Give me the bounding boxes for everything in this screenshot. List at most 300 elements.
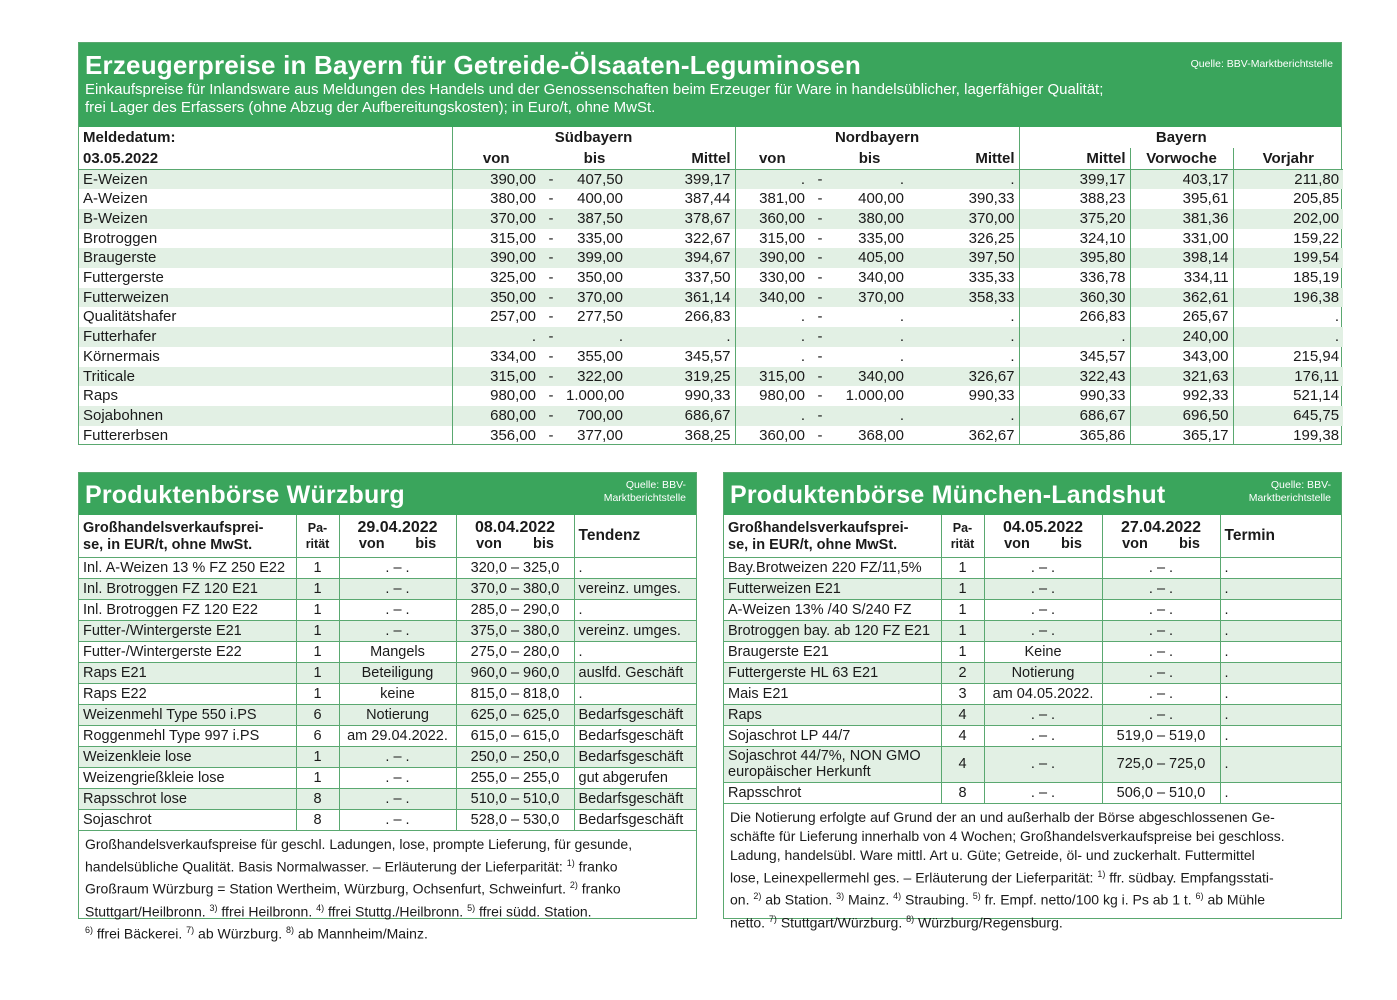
sued-mittel: 319,25: [627, 367, 735, 387]
wuerzburg-hdr-paritaet: [296, 515, 339, 557]
muenchen-note-6: netto. $^{7)}$ Stuttgart/Würzburg. $^{8)}$ Würzburg/Regensburg.: [730, 913, 1063, 931]
product-name: Inl. Brotroggen FZ 120 E22: [79, 599, 296, 620]
paritaet: 1: [296, 557, 339, 578]
product-name: Weizengrießkleie lose: [79, 767, 296, 788]
wuerzburg-note-5b: ab Würzburg.: [194, 926, 283, 943]
col-sued-bis: bis: [562, 148, 627, 169]
sued-von: 380,00: [452, 189, 540, 209]
nord-dash: -: [817, 387, 823, 405]
bayern-vorjahr: 205,85: [1233, 189, 1343, 209]
wuerzburg-note-5a: ffrei Bäckerei.: [93, 926, 183, 943]
price-date1: . – .: [984, 599, 1102, 620]
sued-dash: -: [548, 269, 554, 287]
product-name: Rapsschrot lose: [79, 788, 296, 809]
tendenz: gut abgerufen: [574, 767, 696, 788]
price-date2: 815,0 – 818,0: [456, 683, 574, 704]
muenchen-hdr-date1: [984, 515, 1102, 557]
bayern-mittel: 365,86: [1019, 426, 1130, 446]
tendenz: Bedarfsgeschäft: [574, 809, 696, 830]
muenchen-note-5b: ab Station.: [761, 891, 833, 908]
tendenz: .: [574, 641, 696, 662]
muenchen-source: [1221, 479, 1331, 505]
product-name: Sojaschrot: [79, 809, 296, 830]
table-row: [79, 767, 696, 788]
paritaet: 1: [296, 620, 339, 641]
paritaet: 8: [296, 809, 339, 830]
bayern-vorjahr: 199,54: [1233, 248, 1343, 268]
col-nord-mittel: Mittel: [908, 148, 1019, 169]
tendenz: vereinz. umges.: [574, 578, 696, 599]
nord-von: .: [735, 347, 809, 367]
muenchen-hdr-date2: [1102, 515, 1220, 557]
muenchen-hdr-product-2: se, in EUR/t, ohne MwSt.: [728, 536, 898, 553]
muenchen-date1: 04.05.2022: [1002, 518, 1084, 536]
bayern-mittel: 322,43: [1019, 367, 1130, 387]
muenchen-hdr-paritaet: [941, 515, 984, 557]
bayern-vorwoche: 403,17: [1130, 169, 1233, 189]
muenchen-note-4-suffix: ffr. südbay. Empfangsstati-: [1105, 869, 1274, 886]
wuerzburg-title: Produktenbörse Würzburg: [85, 481, 405, 509]
wuerzburg-hdr-paritaet-1: Pa-: [307, 520, 328, 535]
nord-von: 360,00: [735, 426, 809, 446]
paritaet: 4: [941, 704, 984, 725]
price-date1: . – .: [984, 725, 1102, 746]
product-name: Qualitätshafer: [83, 308, 177, 326]
paritaet: 1: [296, 599, 339, 620]
nord-von: 360,00: [735, 209, 809, 229]
product-name: Bay.Brotweizen 220 FZ/11,5%: [724, 557, 941, 578]
muenchen-hdr-product: [724, 515, 941, 557]
price-date1: Notierung: [984, 662, 1102, 683]
paritaet: 1: [941, 578, 984, 599]
table-row: [79, 268, 1343, 288]
muenchen-note: [724, 803, 1341, 933]
product-name-line-1: Sojaschrot 44/7%, NON GMO: [728, 748, 921, 764]
sued-mittel: 361,14: [627, 288, 735, 308]
price-date2: . – .: [1102, 704, 1220, 725]
sued-von: 325,00: [452, 268, 540, 288]
nord-dash: -: [809, 248, 831, 268]
wuerzburg-hdr-date1: [339, 515, 456, 557]
table-row: [79, 426, 1343, 446]
product-name: Futtergerste: [83, 269, 164, 287]
price-date2: 255,0 – 255,0: [456, 767, 574, 788]
tendenz: Bedarfsgeschäft: [574, 746, 696, 767]
nord-bis: 370,00: [831, 288, 908, 308]
sued-bis: 399,00: [562, 248, 627, 268]
tendenz: Bedarfsgeschäft: [574, 788, 696, 809]
sued-mittel: 368,25: [684, 426, 731, 444]
wuerzburg-date2: 08.04.2022: [474, 518, 556, 536]
table-row: [79, 662, 696, 683]
paritaet: 1: [296, 578, 339, 599]
product-name: A-Weizen: [83, 190, 148, 208]
erzeugerpreise-desc-1: Einkaufspreise für Inlandsware aus Meldungen des Handels und der Genossenschaften beim Erzeuger für Ware in handelsüblicher, lagerfähiger Qualität;: [85, 81, 1104, 98]
meldedatum-label: Meldedatum:: [83, 129, 176, 146]
sued-dash: -: [540, 327, 562, 347]
nord-von: 340,00: [735, 288, 809, 308]
nord-bis: 400,00: [858, 190, 905, 208]
nord-dash: -: [817, 269, 823, 287]
nord-dash: -: [809, 327, 831, 347]
nord-mittel: .: [1010, 308, 1015, 326]
price-date2: 519,0 – 519,0: [1102, 725, 1220, 746]
table-row: [724, 578, 1341, 599]
sued-mittel: 345,57: [684, 347, 731, 365]
price-date2: 370,0 – 380,0: [456, 578, 574, 599]
product-name: Sojabohnen: [79, 406, 452, 426]
paritaet: 8: [296, 788, 339, 809]
wuerzburg-hdr-date2: [456, 515, 574, 557]
bayern-mittel: 324,10: [1019, 229, 1130, 249]
nord-mittel: 326,25: [968, 229, 1015, 247]
sued-bis: 277,50: [577, 308, 623, 326]
muenchen-note-4-text: lose, Leinexpellermehl ges. – Erläuterung der Lieferparität:: [730, 869, 1094, 886]
tendenz: auslfd. Geschäft: [574, 662, 696, 683]
muenchen-title: Produktenbörse München-Landshut: [730, 481, 1166, 509]
nord-dash: -: [817, 308, 823, 326]
muenchen-note-5a: on.: [730, 891, 750, 908]
nord-mittel: 358,33: [908, 288, 1019, 308]
table-row: [79, 189, 1343, 209]
col-nord-bis: bis: [831, 148, 908, 169]
product-name: [724, 746, 941, 782]
muenchen-note-6a: netto.: [730, 914, 766, 931]
sued-dash: -: [540, 367, 562, 387]
termin: .: [1220, 620, 1341, 641]
price-date1: . – .: [339, 557, 456, 578]
sued-bis: 322,00: [562, 367, 627, 387]
wuerzburg-note-4a: Stuttgart/Heilbronn.: [85, 903, 206, 920]
termin: .: [1220, 641, 1341, 662]
paritaet: 1: [296, 641, 339, 662]
product-name: Futter-/Wintergerste E22: [79, 641, 296, 662]
muenchen-hdr-termin: Termin: [1220, 515, 1341, 557]
table-row: [724, 641, 1341, 662]
sued-bis: 407,50: [562, 169, 627, 189]
nord-bis: 368,00: [858, 426, 905, 444]
price-date2: . – .: [1102, 578, 1220, 599]
bayern-vorwoche: 240,00: [1130, 327, 1233, 347]
bayern-vorjahr: 211,80: [1233, 169, 1343, 189]
termin: .: [1220, 662, 1341, 683]
wuerzburg-note-4b: ffrei Heilbronn.: [217, 903, 313, 920]
sued-dash: -: [540, 169, 562, 189]
sued-dash: -: [548, 308, 554, 326]
sued-von: 334,00: [452, 347, 540, 367]
price-date2: 275,0 – 280,0: [456, 641, 574, 662]
bayern-vorwoche: 992,33: [1130, 386, 1233, 406]
price-date2: 625,0 – 625,0: [456, 704, 574, 725]
meldedatum-value: 03.05.2022: [79, 148, 452, 169]
table-row: [724, 782, 1341, 803]
product-name: A-Weizen 13% /40 S/240 FZ: [724, 599, 941, 620]
price-date2: 506,0 – 510,0: [1102, 782, 1220, 803]
nord-von: .: [735, 169, 809, 189]
price-date1: Beteiligung: [339, 662, 456, 683]
price-date1: Notierung: [339, 704, 456, 725]
table-row: [79, 683, 696, 704]
muenchen-hdr-product-1: Großhandelsverkaufsprei-: [728, 519, 909, 536]
sued-von: 980,00: [452, 386, 540, 406]
termin: .: [1220, 683, 1341, 704]
nord-bis: 340,00: [831, 367, 908, 387]
nord-bis: 405,00: [831, 248, 908, 268]
table-row: [79, 641, 696, 662]
table-row: [79, 347, 1343, 367]
muenchen-table: [724, 515, 1341, 803]
tendenz: Bedarfsgeschäft: [574, 725, 696, 746]
nord-von: 390,00: [735, 248, 809, 268]
sued-dash: -: [548, 229, 554, 247]
price-date2: . – .: [1102, 662, 1220, 683]
bayern-vorwoche: 343,00: [1130, 347, 1233, 367]
sued-von: .: [452, 327, 540, 347]
paritaet: 1: [296, 662, 339, 683]
muenchen-source-line-1: Quelle: BBV-: [1270, 479, 1331, 491]
sued-mittel: 990,33: [684, 387, 731, 405]
sued-von: 370,00: [452, 209, 540, 229]
bayern-vorwoche: 265,67: [1130, 307, 1233, 327]
wuerzburg-hdr-tendenz: Tendenz: [574, 515, 696, 557]
wuerzburg-date1: 29.04.2022: [357, 518, 438, 536]
nord-mittel: .: [908, 327, 1019, 347]
price-date2: 510,0 – 510,0: [456, 788, 574, 809]
product-name: Braugerste: [79, 248, 452, 268]
wuerzburg-note: [79, 830, 696, 945]
nord-dash: -: [817, 347, 823, 365]
wuerzburg-hdr-product: [79, 515, 296, 557]
muenchen-note-2: schäfte für Lieferung innerhalb von 4 Wochen; Großhandelsverkaufspreise bei geschloss.: [730, 827, 1285, 844]
product-name: E-Weizen: [79, 169, 452, 189]
muenchen-date1-bis: bis: [1060, 535, 1082, 552]
product-name: Futtergerste HL 63 E21: [724, 662, 941, 683]
paritaet: 4: [941, 725, 984, 746]
bayern-vorwoche: 321,63: [1130, 367, 1233, 387]
group-bayern: Bayern: [1019, 127, 1343, 148]
product-name: Inl. A-Weizen 13 % FZ 250 E22: [79, 557, 296, 578]
wuerzburg-note-2-text: handelsübliche Qualität. Basis Normalwasser. – Erläuterung der Lieferparität:: [85, 858, 563, 875]
nord-mittel: .: [1010, 347, 1015, 365]
muenchen-note-1: Die Notierung erfolgte auf Grund der an und außerhalb der Börse abgeschlossenen Ge-: [730, 808, 1275, 825]
bayern-mittel: 990,33: [1019, 386, 1130, 406]
erzeugerpreise-table: [79, 127, 1343, 445]
sued-von: 350,00: [452, 288, 540, 308]
sued-dash: -: [548, 387, 554, 405]
bayern-vorjahr: 215,94: [1233, 347, 1343, 367]
sued-von: 680,00: [452, 406, 540, 426]
muenchen-date2: 27.04.2022: [1120, 518, 1202, 536]
sued-von: 390,00: [452, 169, 540, 189]
bayern-vorwoche: 395,61: [1130, 189, 1233, 209]
price-date1: am 29.04.2022.: [339, 725, 456, 746]
muenchen-source-line-2: Marktberichtstelle: [1248, 492, 1331, 504]
wuerzburg-source-line-2: Marktberichtstelle: [603, 492, 686, 504]
muenchen-header: [724, 473, 1341, 515]
wuerzburg-source: [576, 479, 686, 505]
bayern-vorjahr: 185,19: [1233, 268, 1343, 288]
nord-dash: -: [817, 229, 823, 247]
nord-dash: -: [809, 367, 831, 387]
product-name: Braugerste E21: [724, 641, 941, 662]
product-name: Futterweizen E21: [724, 578, 941, 599]
price-date1: . – .: [984, 557, 1102, 578]
table-row: [79, 169, 1343, 189]
product-name: B-Weizen: [79, 209, 452, 229]
bayern-vorjahr: 159,22: [1233, 229, 1343, 249]
table-row: [724, 599, 1341, 620]
erzeugerpreise-header: [79, 43, 1341, 127]
price-date1: . – .: [984, 746, 1102, 782]
muenchen-note-4: lose, Leinexpellermehl ges. – Erläuterung der Lieferparität: $^{1)}$ ffr. südbay. Empfangsstati-: [730, 868, 1274, 886]
sued-bis: 377,00: [577, 426, 623, 444]
nord-bis: .: [899, 308, 905, 326]
paritaet: 1: [941, 599, 984, 620]
product-name: Brotroggen: [83, 229, 158, 247]
muenchen-note-3: Ladung, handelsübl. Ware mittl. Art u. Güte; Getreide, öl- und zuckerhalt. Futtermittel: [730, 846, 1255, 863]
table-row: [79, 557, 696, 578]
erzeugerpreise-desc-2: frei Lager des Erfassers (ohne Abzug der Aufbereitungskosten); in Euro/t, ohne MwSt.: [85, 99, 656, 116]
paritaet: 1: [941, 557, 984, 578]
bayern-vorjahr: 645,75: [1233, 406, 1343, 426]
sued-dash: -: [548, 347, 554, 365]
muenchen-note-5c: Mainz.: [844, 891, 890, 908]
bayern-vorwoche: 362,61: [1130, 288, 1233, 308]
table-row: [79, 746, 696, 767]
price-date1: Mangels: [339, 641, 456, 662]
bayern-mittel: .: [1019, 327, 1130, 347]
termin: .: [1220, 725, 1341, 746]
price-date1: . – .: [339, 767, 456, 788]
termin: .: [1220, 578, 1341, 599]
table-row: [79, 327, 1343, 347]
wuerzburg-hdr-paritaet-2: rität: [305, 536, 330, 551]
product-name: Raps: [83, 387, 119, 405]
bayern-vorjahr: .: [1233, 327, 1343, 347]
bayern-mittel: 388,23: [1019, 189, 1130, 209]
nord-mittel: 397,50: [908, 248, 1019, 268]
wuerzburg-note-3-text: Großraum Würzburg = Station Wertheim, Würzburg, Ochsenfurt, Schweinfurt.: [85, 880, 566, 897]
price-date2: 375,0 – 380,0: [456, 620, 574, 641]
table-row: [79, 725, 696, 746]
nord-bis: 1.000,00: [845, 387, 905, 405]
bayern-mittel: 375,20: [1019, 209, 1130, 229]
wuerzburg-note-4c: ffrei Stuttg./Heilbronn.: [324, 903, 464, 920]
termin: .: [1220, 704, 1341, 725]
nord-von: 980,00: [735, 386, 809, 406]
nord-mittel: .: [908, 406, 1019, 426]
product-name: Weizenmehl Type 550 i.PS: [79, 704, 296, 725]
paritaet: 6: [296, 704, 339, 725]
termin: .: [1220, 557, 1341, 578]
col-sued-von: von: [452, 148, 540, 169]
price-date2: . – .: [1102, 620, 1220, 641]
nord-bis: 335,00: [858, 229, 905, 247]
wuerzburg-note-3-suffix: franko: [577, 880, 621, 897]
col-nord-von: von: [735, 148, 809, 169]
bayern-mittel: 686,67: [1019, 406, 1130, 426]
wuerzburg-date2-von: von: [476, 535, 502, 552]
product-name: Inl. Brotroggen FZ 120 E21: [79, 578, 296, 599]
table-row: [724, 662, 1341, 683]
paritaet: 4: [941, 746, 984, 782]
price-date1: keine: [339, 683, 456, 704]
paritaet: 8: [941, 782, 984, 803]
table-row: [79, 386, 1343, 406]
nord-bis: .: [899, 347, 905, 365]
table-row: [79, 367, 1343, 387]
wuerzburg-note-4: Stuttgart/Heilbronn. $^{3)}$ ffrei Heilbronn. $^{4)}$ ffrei Stuttg./Heilbronn. $^{5)}$ ffrei südd. Station.: [85, 902, 592, 920]
product-name: Körnermais: [83, 347, 160, 365]
price-date1: . – .: [984, 704, 1102, 725]
nord-mittel: .: [908, 169, 1019, 189]
bayern-vorjahr: 202,00: [1233, 209, 1343, 229]
nord-bis: .: [831, 169, 908, 189]
wuerzburg-note-2: handelsübliche Qualität. Basis Normalwasser. – Erläuterung der Lieferparität: $^{1)}$ franko: [85, 857, 618, 875]
wuerzburg-date1-von: von: [358, 535, 385, 552]
sued-bis: 1.000,00: [566, 387, 625, 405]
nord-dash: -: [809, 209, 831, 229]
product-name: Sojaschrot LP 44/7: [724, 725, 941, 746]
price-date1: . – .: [339, 788, 456, 809]
table-row: [79, 209, 1343, 229]
nord-dash: -: [817, 426, 823, 444]
sued-dash: -: [540, 288, 562, 308]
sued-mittel: .: [627, 327, 735, 347]
tendenz: .: [574, 683, 696, 704]
nord-dash: -: [809, 169, 831, 189]
product-name: Rapsschrot: [724, 782, 941, 803]
nord-von: 315,00: [735, 367, 809, 387]
muenchen-note-6c: Würzburg/Regensburg.: [914, 914, 1063, 931]
sued-mittel: 337,50: [684, 269, 731, 287]
sued-von: 315,00: [452, 229, 540, 249]
bayern-vorjahr: 196,38: [1233, 288, 1343, 308]
wuerzburg-date1-bis: bis: [415, 535, 437, 552]
table-row: [79, 599, 696, 620]
price-date2: 320,0 – 325,0: [456, 557, 574, 578]
wuerzburg-note-4d: ffrei südd. Station.: [475, 903, 592, 920]
muenchen-date1-von: von: [1004, 535, 1030, 552]
price-date1: . – .: [339, 809, 456, 830]
muenchen-note-5: on. $^{2)}$ ab Station. $^{3)}$ Mainz. $^{4)}$ Straubing. $^{5)}$ fr. Empf. netto/100 kg i. Ps ab 1 t. $^{6)}$ ab Mühle: [730, 891, 1266, 908]
wuerzburg-note-2-suffix: franko: [574, 858, 618, 875]
nord-von: .: [735, 406, 809, 426]
wuerzburg-note-3: Großraum Würzburg = Station Wertheim, Würzburg, Ochsenfurt, Schweinfurt. $^{2)}$ franko: [85, 880, 621, 897]
price-date2: 250,0 – 250,0: [456, 746, 574, 767]
bayern-mittel: 399,17: [1019, 169, 1130, 189]
paritaet: 1: [941, 641, 984, 662]
sued-von: 390,00: [452, 248, 540, 268]
bayern-vorjahr: 199,38: [1233, 426, 1343, 446]
sued-mittel: 378,67: [627, 209, 735, 229]
price-date1: . – .: [339, 578, 456, 599]
nord-mittel: 370,00: [908, 209, 1019, 229]
price-date2: 528,0 – 530,0: [456, 809, 574, 830]
bayern-vorwoche: 398,14: [1130, 248, 1233, 268]
table-row: [79, 307, 1343, 327]
wuerzburg-note-5c: ab Mannheim/Mainz.: [294, 926, 428, 943]
sued-mittel: 399,17: [627, 169, 735, 189]
price-date2: . – .: [1102, 599, 1220, 620]
price-date1: Keine: [984, 641, 1102, 662]
sued-bis: 387,50: [562, 209, 627, 229]
sued-bis: 700,00: [562, 406, 627, 426]
nord-von: .: [735, 327, 809, 347]
nord-bis: .: [831, 406, 908, 426]
sued-bis: 355,00: [577, 347, 623, 365]
nord-von: 315,00: [735, 229, 809, 249]
